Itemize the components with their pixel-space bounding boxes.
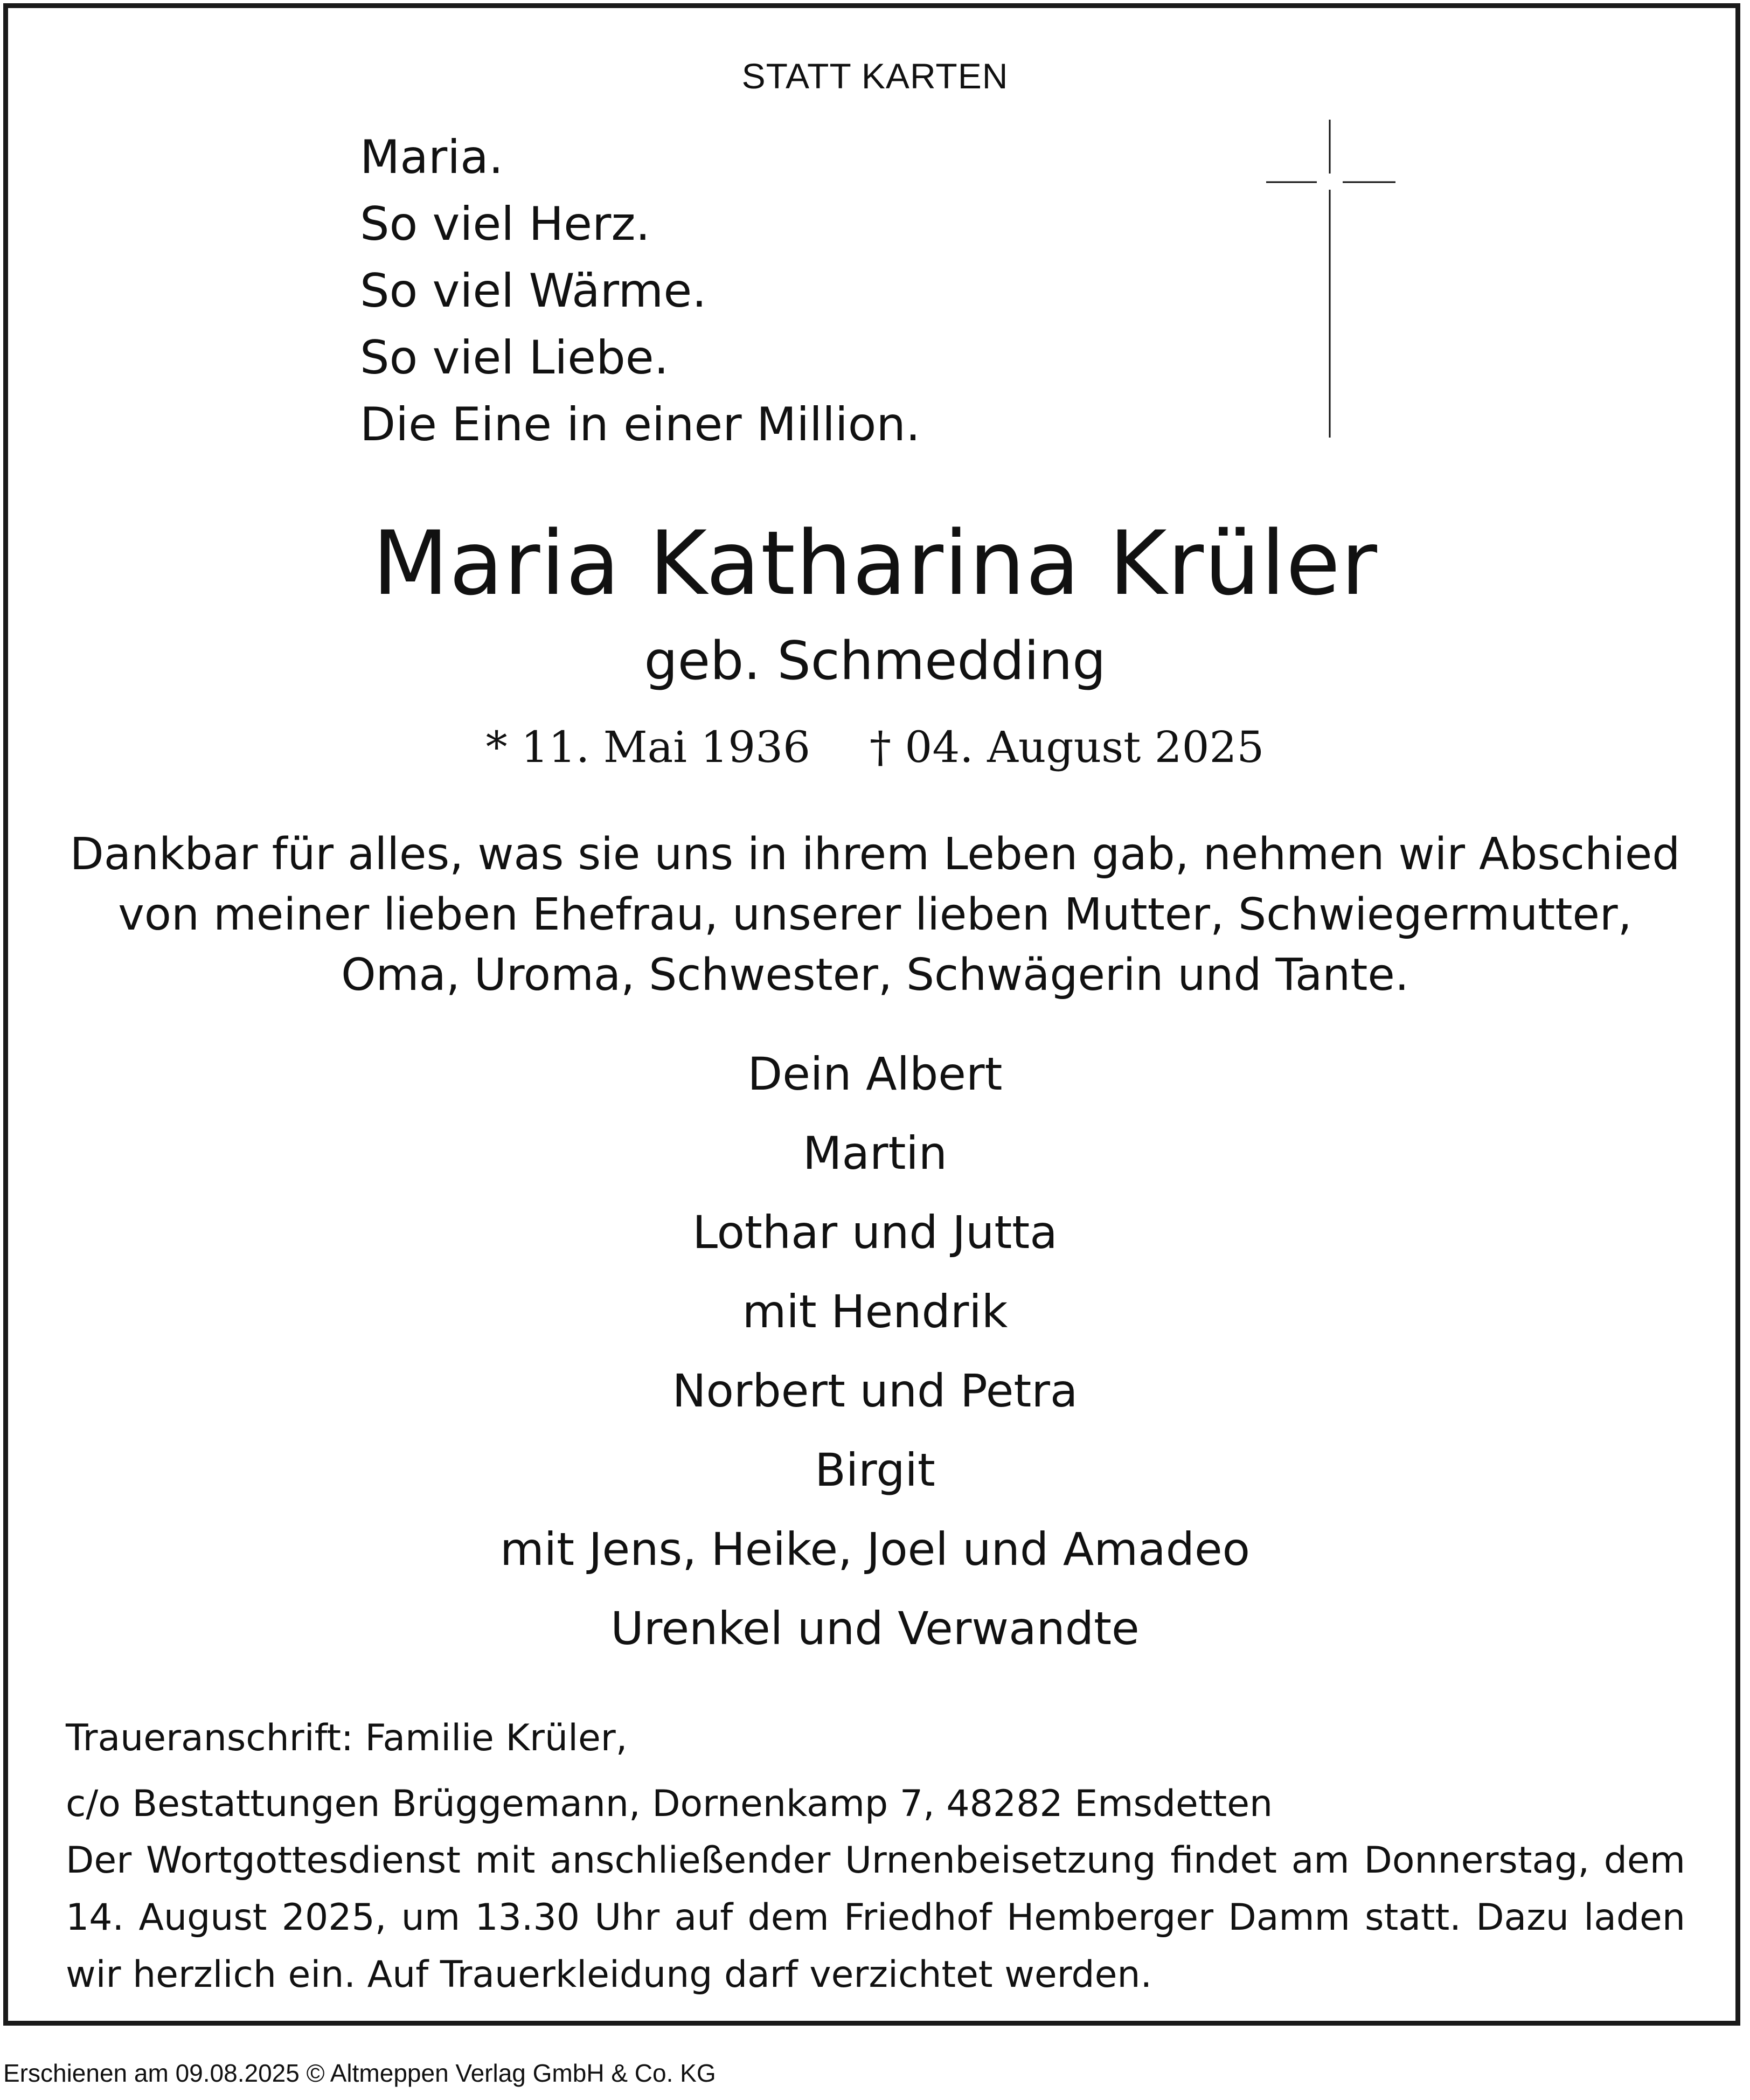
poem-line: So viel Wärme. — [360, 264, 707, 318]
mourner: Birgit — [815, 1444, 935, 1496]
poem-line: So viel Herz. — [360, 197, 650, 251]
life-dates — [0, 722, 1750, 772]
header-statt-karten: STATT KARTEN — [741, 56, 1009, 96]
mourning-address — [66, 1706, 1273, 1837]
publication-credit: Erschienen am 09.08.2025 © Altmeppen Verlag GmbH & Co. KG — [3, 2059, 716, 2087]
address-line: Traueranschrift: Familie Krüler, — [66, 1717, 628, 1759]
farewell-text: Dankbar für alles, was sie uns in ihrem Leben gab, nehmen wir Abschied von meiner lieben Ehefrau, unserer lieben Mutter, Schwiegermutter, Oma, Uroma, Schwester, Schwägerin und Tante. — [70, 829, 1680, 1001]
deceased-name: Maria Katharina Krüler — [372, 512, 1378, 615]
mourner: Norbert und Petra — [672, 1364, 1078, 1417]
birth-date: * 11. Mai 1936 — [485, 722, 810, 772]
mourner: Urenkel und Verwandte — [610, 1602, 1140, 1655]
death-date: † 04. August 2025 — [869, 722, 1265, 772]
poem-line: Die Eine in einer Million. — [360, 398, 921, 452]
mourner: mit Jens, Heike, Joel und Amadeo — [499, 1523, 1251, 1576]
birth-name: geb. Schmedding — [644, 630, 1106, 692]
poem — [360, 124, 920, 458]
mourner: mit Hendrik — [742, 1285, 1008, 1338]
mourner: Lothar und Jutta — [692, 1206, 1058, 1259]
mourner: Martin — [803, 1127, 947, 1180]
poem-line: Maria. — [360, 130, 504, 184]
cross-icon — [1261, 120, 1395, 438]
service-info: Der Wortgottesdienst mit anschließender Urnenbeisetzung findet am Donnerstag, dem 14. August 2025, um 13.30 Uhr auf dem Friedhof Hemberger Damm statt. Dazu laden wir herzlich ein. Auf Trauerkleidung darf verzichtet werden. — [66, 1839, 1685, 1996]
poem-line: So viel Liebe. — [360, 331, 669, 385]
mourner: Dein Albert — [747, 1048, 1003, 1100]
address-line: c/o Bestattungen Brüggemann, Dornenkamp 7, 48282 Emsdetten — [66, 1783, 1273, 1825]
mourners-list — [0, 1035, 1750, 1668]
